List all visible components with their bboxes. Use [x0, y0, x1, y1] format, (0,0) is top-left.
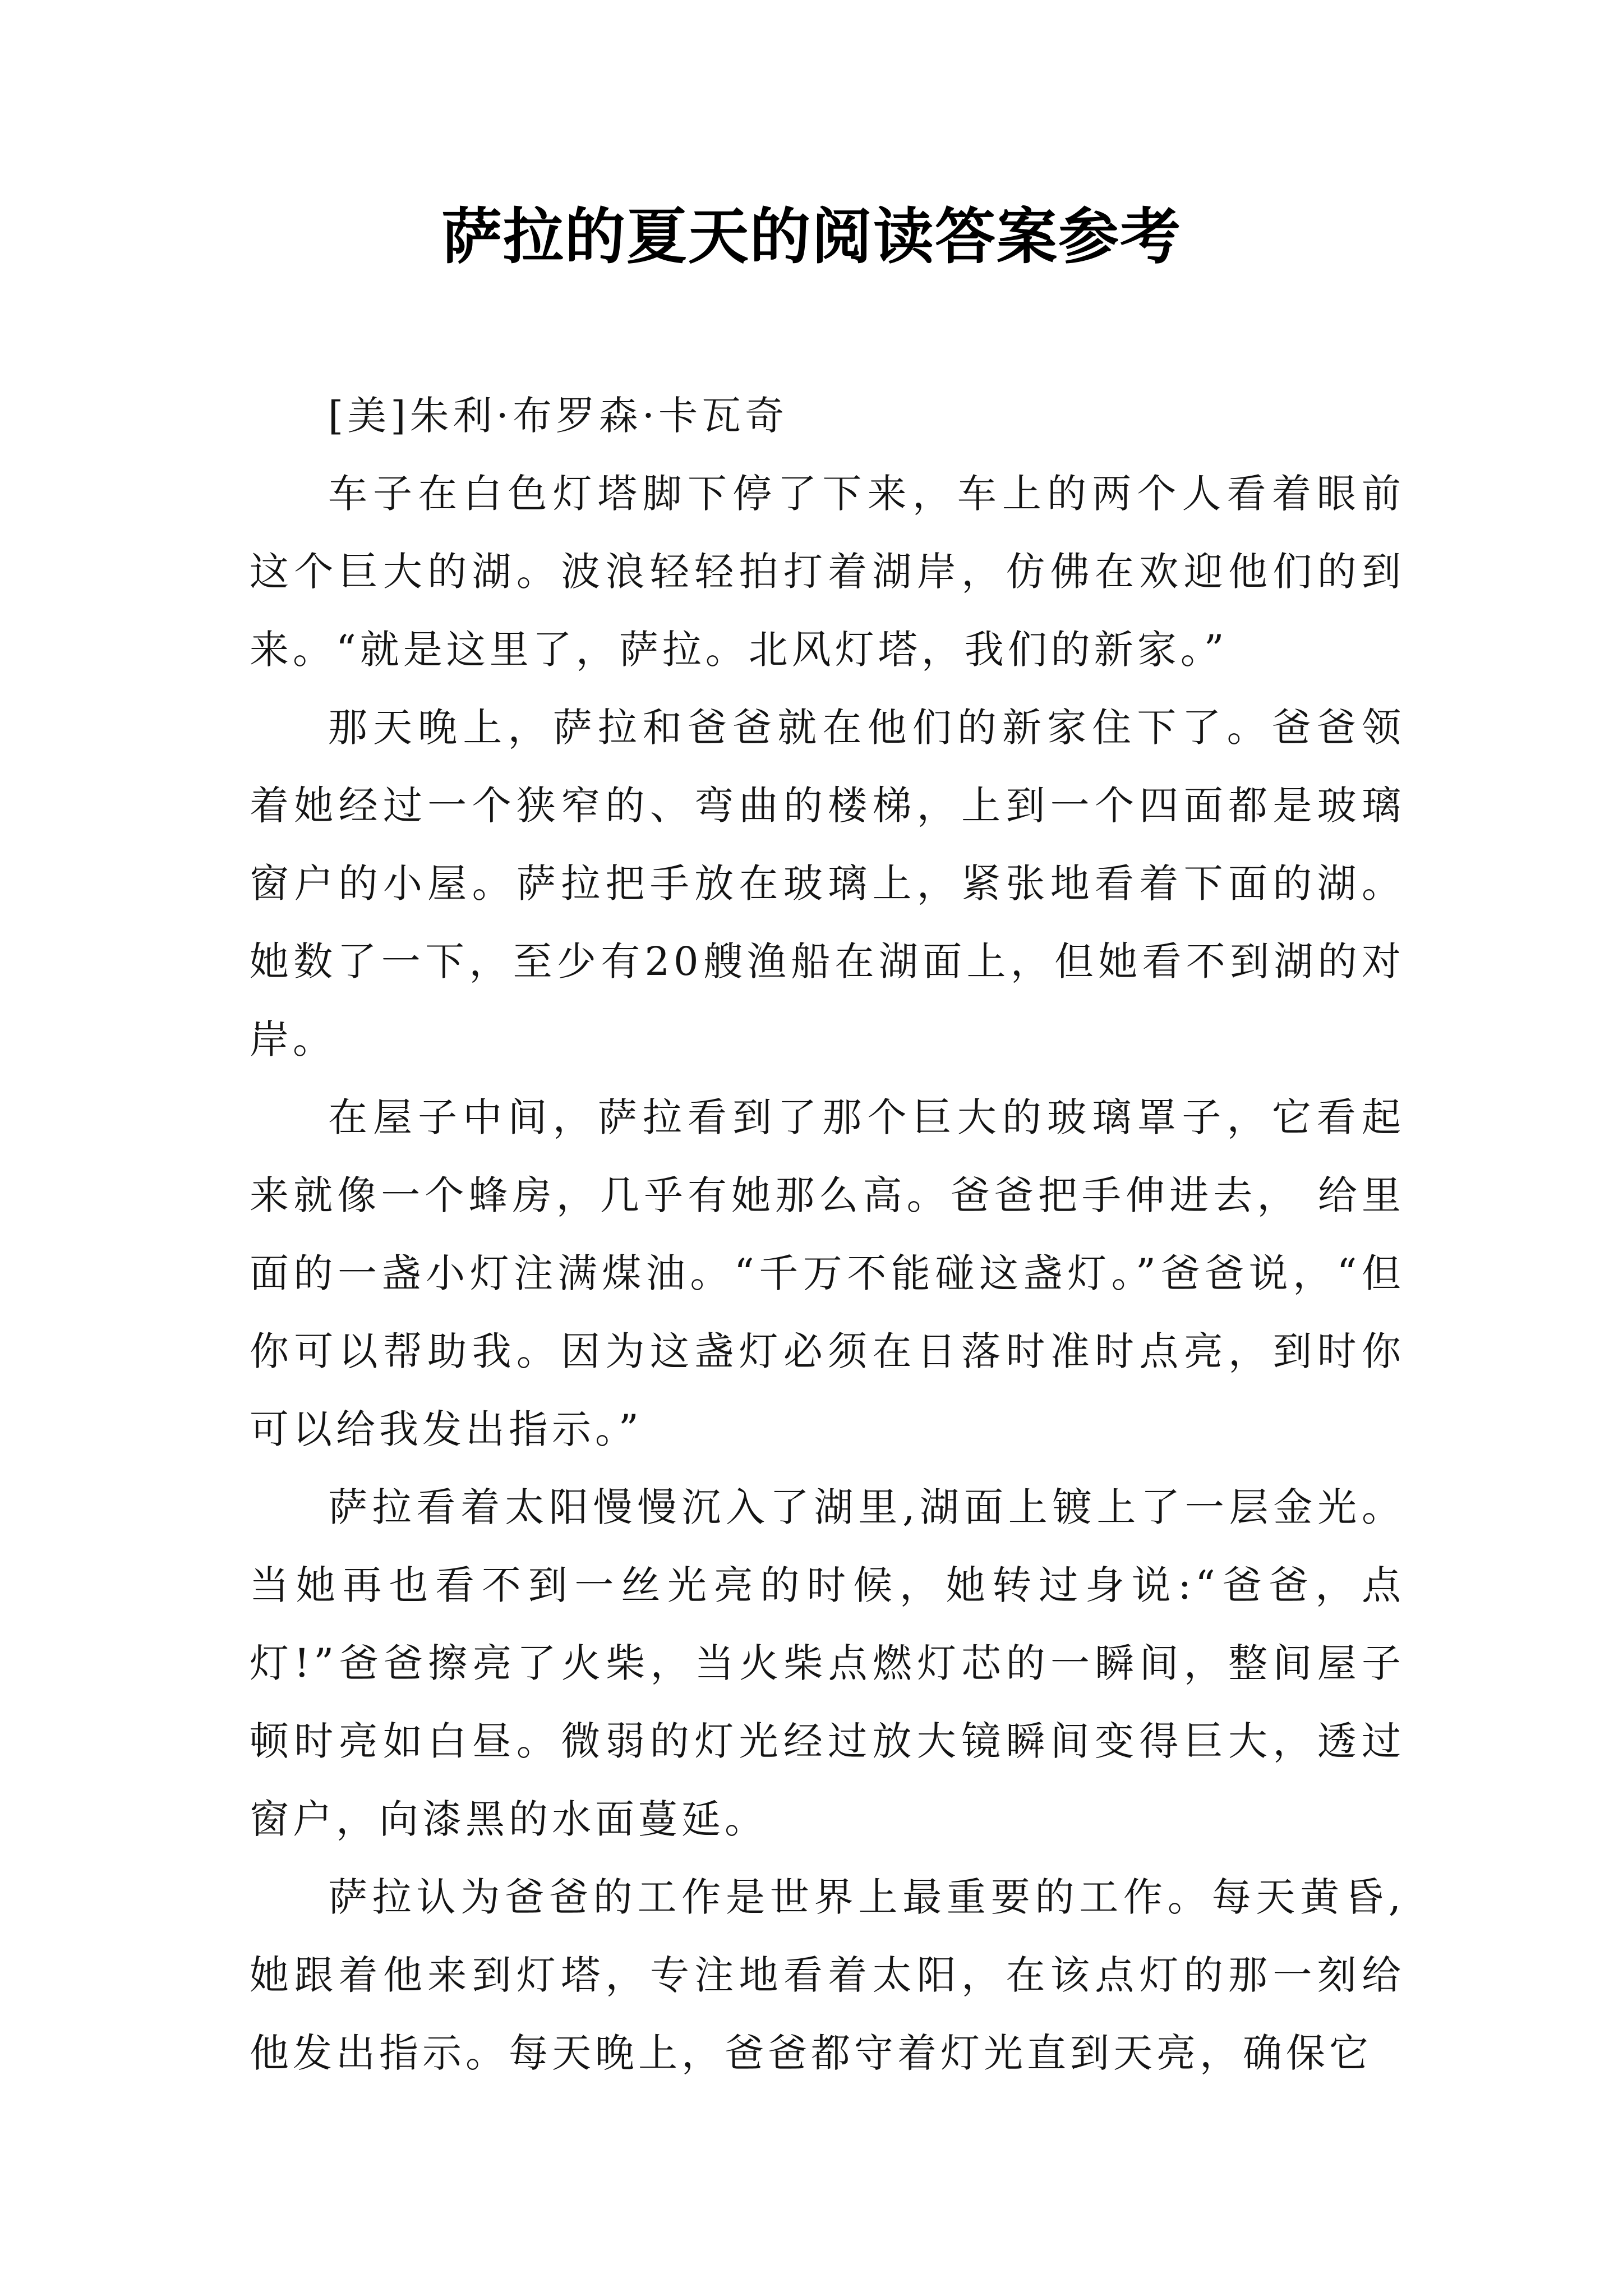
- document-title: 萨拉的夏天的阅读答案参考: [441, 201, 1182, 272]
- body-paragraph: 萨拉认为爸爸的工作是世界上最重要的工作。每天黄昏,她跟着他来到灯塔，专注地看着太阳，在该点灯的那一刻给他发出指示。每天晚上，爸爸都守着灯光直到天亮，确保它: [250, 1874, 1405, 2076]
- author-line: [美]朱利·布罗森·卡瓦奇: [328, 393, 789, 439]
- body-paragraph: 在屋子中间，萨拉看到了那个巨大的玻璃罩子，它看起来就像一个蜂房，几乎有她那么高。爸爸把手伸进去， 给里面的一盏小灯注满煤油。“千万不能碰这盏灯。”爸爸说，“但你可以帮助我。因为这盏灯必须在日落时准时点亮，到时你可以给我发出指示。”: [250, 1094, 1405, 1452]
- body-paragraph: 萨拉看着太阳慢慢沉入了湖里,湖面上镀上了一层金光。当她再也看不到一丝光亮的时候，她转过身说:“爸爸，点灯!”爸爸擦亮了火柴，当火柴点燃灯芯的一瞬间，整间屋子顿时亮如白昼。微弱的灯光经过放大镜瞬间变得巨大，透过窗户，向漆黑的水面蔓延。: [250, 1484, 1405, 1842]
- body-paragraph: 车子在白色灯塔脚下停了下来，车上的两个人看着眼前这个巨大的湖。波浪轻轻拍打着湖岸，仿佛在欢迎他们的到来。“就是这里了，萨拉。北风灯塔，我们的新家。”: [250, 471, 1405, 673]
- body-paragraph: 那天晚上，萨拉和爸爸就在他们的新家住下了。爸爸领着她经过一个狭窄的、弯曲的楼梯，上到一个四面都是玻璃窗户的小屋。萨拉把手放在玻璃上，紧张地看着下面的湖。她数了一下，至少有20艘渔船在湖面上，但她看不到湖的对岸。: [250, 705, 1405, 1062]
- document-body: [250, 377, 1405, 2092]
